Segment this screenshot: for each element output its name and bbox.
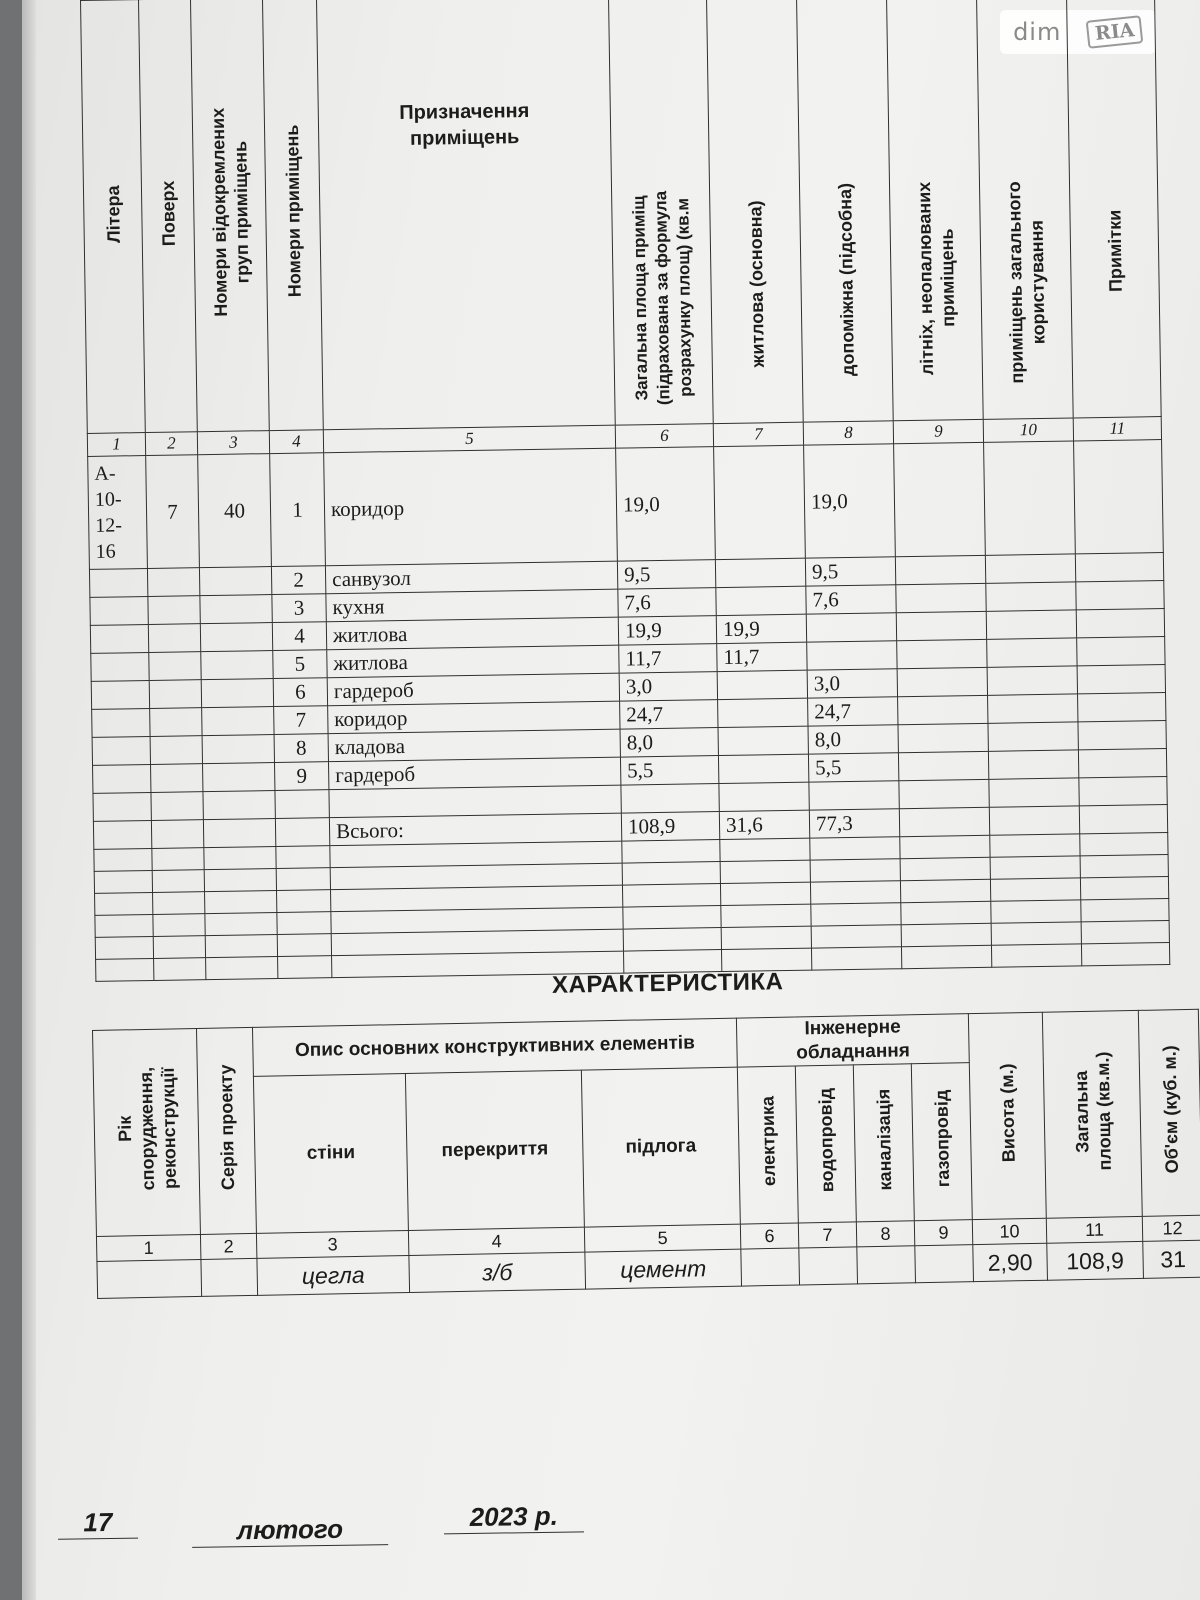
cell-empty (92, 736, 150, 765)
cell-empty (1078, 721, 1166, 750)
cell-empty (990, 856, 1080, 879)
cell-empty (277, 934, 331, 957)
cell-empty (984, 441, 1076, 555)
cell-empty (95, 914, 153, 937)
cell-empty (988, 750, 1078, 779)
cell-empty (986, 582, 1076, 611)
cell-empty (152, 848, 204, 871)
header-year: Рік спорудження, реконструкції (93, 1028, 201, 1236)
cell-empty (986, 610, 1076, 639)
cell-empty (277, 912, 331, 935)
cell-empty (204, 869, 276, 892)
table-row (88, 440, 1164, 570)
cell-aux: 8,0 (808, 725, 898, 754)
cell-empty (150, 736, 202, 765)
header-rooms: Номери приміщень (262, 0, 323, 431)
watermark-dim: dim (1013, 18, 1062, 46)
cell-empty (205, 891, 277, 914)
col-num: 9 (893, 419, 983, 443)
header-structure: Опис основних конструктивних елементів (252, 1018, 737, 1076)
cell-room: 3 (272, 594, 326, 623)
cell-empty (149, 680, 201, 709)
cell-empty (148, 624, 200, 653)
date-line (22, 1492, 1200, 1568)
cell-litera: А- 10- 12- 16 (88, 456, 148, 570)
cell-aux (807, 641, 897, 670)
header-volume: Об'єм (куб. м.) (1138, 1009, 1200, 1216)
cell-empty (898, 695, 988, 724)
col-num: 5 (584, 1224, 740, 1252)
cell-empty (276, 868, 330, 891)
header-notes: Примітки (1066, 0, 1161, 418)
characteristic-table (92, 1009, 1200, 1299)
cell-empty (205, 913, 277, 936)
cell-empty (991, 922, 1081, 945)
col-num: 7 (713, 422, 803, 446)
cell-empty (154, 958, 206, 981)
cell-total: 7,6 (618, 588, 716, 618)
date-day: 17 (58, 1507, 138, 1540)
header-groups: Номери відокремлених груп приміщень (190, 0, 269, 432)
cell-empty (96, 958, 154, 981)
header-electric: електрика (737, 1066, 798, 1224)
cell-empty (901, 923, 991, 946)
cell-empty (987, 638, 1077, 667)
cell-living (715, 558, 805, 587)
col-num: 4 (269, 430, 323, 454)
cell-room: 4 (272, 622, 326, 651)
cell-empty (1077, 665, 1165, 694)
cell-empty (277, 890, 331, 913)
cell-living (718, 698, 808, 727)
col-num: 9 (914, 1220, 972, 1246)
date-year: 2023 р. (444, 1500, 584, 1534)
cell-empty (276, 846, 330, 869)
cell-empty (153, 914, 205, 937)
header-floor: підлога (581, 1067, 740, 1227)
col-num: 11 (1073, 417, 1161, 441)
cell-empty (988, 694, 1078, 723)
cell-aux: 7,6 (806, 585, 896, 614)
cell-room: 7 (274, 706, 328, 735)
cell-total: 5,5 (620, 756, 718, 786)
cell-room: 9 (275, 762, 329, 791)
col-num: 1 (87, 433, 145, 457)
cell-aux: 19,0 (804, 444, 896, 558)
cell-total: 11,7 (619, 644, 717, 674)
cell-empty (89, 569, 147, 598)
cell-empty (1078, 749, 1166, 778)
col-num: 8 (803, 421, 893, 445)
cell-empty (900, 857, 990, 880)
cell-purpose: кладова (328, 729, 620, 762)
col-num: 10 (983, 418, 1073, 442)
cell-empty (201, 679, 273, 708)
header-total-area: Загальна площа приміщ (підрахована за формула розрахунку площ) (кв.м (608, 0, 713, 425)
cell-empty (896, 583, 986, 612)
col-num: 2 (200, 1233, 256, 1259)
cell-empty (622, 862, 720, 886)
cell-empty (201, 651, 273, 680)
header-gas: газопровід (911, 1063, 972, 1221)
cell-empty (93, 764, 151, 793)
cell-room: 1 (270, 453, 326, 567)
cell-empty (1081, 921, 1169, 944)
header-aux-area: допоміжна (підсобна) (796, 0, 893, 422)
cell-empty (1080, 833, 1168, 856)
cell-empty (721, 926, 811, 949)
cell-aux: 9,5 (805, 557, 895, 586)
cell-empty (622, 840, 720, 864)
col-num: 6 (740, 1223, 798, 1249)
cell-empty (91, 653, 149, 682)
cell-empty (810, 859, 900, 882)
cell-empty (622, 884, 720, 908)
cell-purpose: коридор (328, 701, 620, 734)
cell-empty (1080, 855, 1168, 878)
col-num: 3 (197, 431, 269, 455)
cell-floor: 7 (146, 455, 200, 569)
cell-empty (151, 764, 203, 793)
cell-purpose: житлова (326, 617, 618, 650)
cell-empty (1076, 581, 1164, 610)
cell-purpose: житлова (327, 645, 619, 678)
header-purpose: Призначення приміщень (316, 0, 615, 430)
header-area: Загальна площа (кв.м.) (1042, 1010, 1142, 1218)
col-num: 2 (145, 432, 197, 456)
cell-living (717, 670, 807, 699)
cell-purpose: коридор (324, 448, 618, 566)
cell-room: 5 (273, 650, 327, 679)
cell-total: 3,0 (619, 672, 717, 702)
cell-empty (278, 956, 332, 979)
header-living-area: житлова (основна) (706, 0, 803, 424)
cell-empty (200, 595, 272, 624)
cell-empty (985, 554, 1075, 583)
cell-empty (720, 860, 810, 883)
value-volume: 31 (1143, 1240, 1200, 1278)
cell-total: 19,9 (618, 616, 716, 646)
cell-empty (988, 722, 1078, 751)
cell-total: 24,7 (620, 700, 718, 730)
cell-living (718, 726, 808, 755)
characteristic-title: ХАРАКТЕРИСТИКА (551, 968, 784, 999)
date-month: лютого (192, 1513, 388, 1548)
watermark-ria: RIA (1086, 15, 1144, 49)
col-num: 7 (798, 1222, 856, 1248)
cell-empty (811, 947, 901, 970)
cell-empty (898, 723, 988, 752)
cell-room: 2 (271, 566, 325, 595)
cell-empty (91, 680, 149, 709)
header-floor: Поверх (139, 0, 198, 433)
col-num: 4 (408, 1227, 584, 1255)
cell-empty (1080, 877, 1168, 900)
living-area-sum: 31,6 (719, 810, 809, 839)
cell-empty (896, 611, 986, 640)
cell-empty (897, 639, 987, 668)
cell-living: 11,7 (717, 642, 807, 671)
cell-empty (623, 906, 721, 930)
cell-empty (1076, 609, 1164, 638)
header-engineering: Інженерне обладнання (736, 1014, 969, 1067)
cell-living (718, 754, 808, 783)
cell-empty (152, 870, 204, 893)
cell-empty (990, 834, 1080, 857)
value-walls: цегла (257, 1255, 410, 1295)
cell-empty (720, 838, 810, 861)
cell-room: 8 (274, 734, 328, 763)
cell-empty (894, 442, 986, 556)
cell-empty (901, 901, 991, 924)
cell-empty (901, 945, 991, 968)
cell-empty (720, 882, 810, 905)
cell-purpose: санвузол (325, 561, 617, 594)
cell-aux: 3,0 (807, 669, 897, 698)
cell-empty (153, 936, 205, 959)
cell-empty (810, 881, 900, 904)
cell-empty (898, 751, 988, 780)
cell-empty (90, 625, 148, 654)
cell-empty (203, 763, 275, 792)
cell-empty (991, 944, 1081, 967)
cell-purpose: кухня (326, 589, 618, 622)
col-num: 12 (1142, 1215, 1200, 1241)
cell-empty (95, 892, 153, 915)
aux-area-sum: 77,3 (809, 809, 899, 838)
col-num: 11 (1046, 1216, 1142, 1243)
document-page (22, 0, 1200, 1600)
cell-total: 19,0 (616, 447, 716, 562)
cell-empty (810, 837, 900, 860)
value-height: 2,90 (973, 1243, 1048, 1281)
cell-empty (721, 904, 811, 927)
cell-empty (1074, 440, 1164, 554)
cell-empty (1075, 553, 1163, 582)
col-num: 6 (615, 424, 713, 449)
cell-empty (1081, 943, 1169, 966)
cell-room: 6 (273, 678, 327, 707)
cell-empty (149, 652, 201, 681)
col-num: 5 (323, 425, 615, 453)
header-common-rooms: приміщень загального користування (976, 0, 1073, 419)
col-num: 1 (96, 1234, 200, 1261)
value-area: 108,9 (1047, 1241, 1144, 1280)
cell-aux: 24,7 (808, 697, 898, 726)
cell-empty (900, 879, 990, 902)
total-label: Всього: (329, 813, 621, 846)
cell-empty (206, 957, 278, 980)
header-row (81, 0, 1162, 433)
cell-empty (987, 666, 1077, 695)
cell-empty (94, 848, 152, 871)
cell-purpose: гардероб (327, 673, 619, 706)
value-floor: цемент (585, 1249, 742, 1289)
cell-empty (1081, 899, 1169, 922)
cell-empty (202, 735, 274, 764)
total-area-sum: 108,9 (621, 812, 719, 842)
header-walls: стіни (253, 1073, 408, 1233)
cell-living (716, 586, 806, 615)
cell-empty (94, 870, 152, 893)
cell-empty (811, 925, 901, 948)
cell-empty (991, 900, 1081, 923)
cell-empty (1077, 637, 1165, 666)
cell-total: 8,0 (620, 728, 718, 758)
col-num: 10 (972, 1218, 1046, 1244)
cell-empty (147, 568, 199, 597)
cell-empty (623, 928, 721, 952)
cell-aux: 5,5 (808, 753, 898, 782)
header-height: Висота (м.) (968, 1012, 1046, 1219)
header-ceiling: перекриття (405, 1070, 584, 1230)
cell-group: 40 (198, 454, 272, 568)
cell-empty (148, 596, 200, 625)
cell-empty (1078, 693, 1166, 722)
cell-empty (990, 878, 1080, 901)
cell-purpose: гардероб (328, 757, 620, 790)
cell-empty (895, 555, 985, 584)
cell-empty (150, 708, 202, 737)
cell-living: 19,9 (716, 614, 806, 643)
value-ceiling: з/б (409, 1252, 586, 1292)
header-summer-rooms: літніх, неопалюваних приміщень (886, 0, 983, 421)
rooms-table (80, 0, 1170, 982)
page-edge (22, 0, 36, 1600)
header-series: Серія проекту (196, 1027, 256, 1234)
cell-empty (153, 892, 205, 915)
header-water: водопровід (795, 1065, 856, 1223)
cell-aux (806, 613, 896, 642)
cell-empty (811, 903, 901, 926)
cell-total: 9,5 (617, 560, 715, 590)
cell-empty (200, 623, 272, 652)
cell-empty (897, 667, 987, 696)
cell-empty (95, 936, 153, 959)
cell-empty (204, 847, 276, 870)
cell-empty (205, 935, 277, 958)
col-num: 8 (856, 1221, 914, 1247)
header-sewer: каналізація (853, 1064, 914, 1222)
cell-empty (199, 567, 271, 596)
cell-empty (900, 835, 990, 858)
cell-living (714, 445, 806, 559)
cell-empty (92, 708, 150, 737)
header-litera: Літера (81, 0, 146, 433)
col-num: 3 (256, 1230, 408, 1258)
cell-empty (202, 707, 274, 736)
cell-empty (90, 597, 148, 626)
